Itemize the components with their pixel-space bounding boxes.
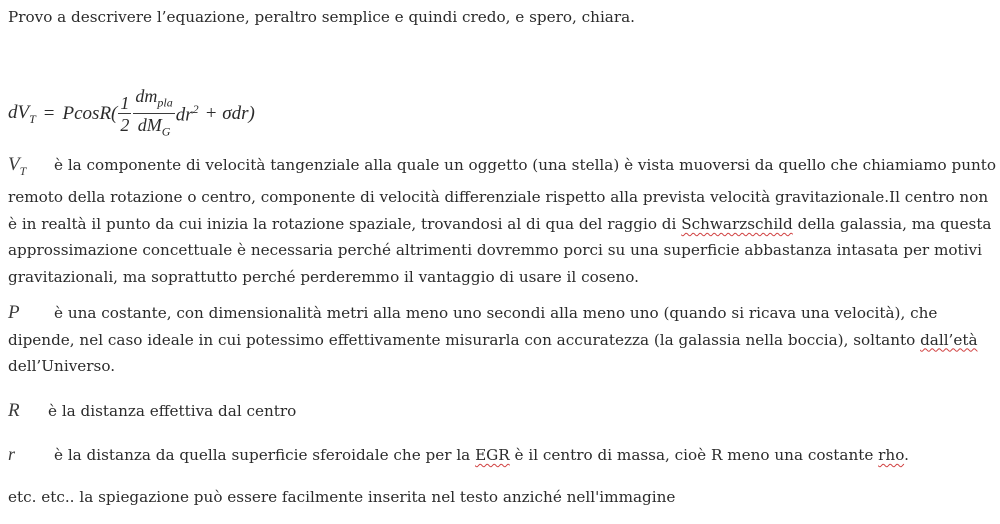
def-R-text: è la distanza effettiva dal centro (48, 402, 297, 420)
def-vt-line3b: della galassia, ma questa (797, 214, 992, 233)
symbol-r: r (8, 444, 16, 464)
closing-text: etc. etc.. la spiegazione può essere facilmente inserita nel testo anziché nell'immagine (8, 488, 676, 506)
def-p-line2a: dipende, nel caso ideale in cui potessimo effettivamente misurarla con accuratezza (la galassia nella boccia), soltanto (8, 330, 916, 349)
eq-mass-den: $dM_G$ (137, 114, 171, 139)
def-vt-line3a: è in realtà il punto da cui inizia la rotazione spaziale, trovandosi al di qua del raggio di (8, 214, 677, 233)
intro-text: Provo a descrivere l’equazione, peraltro semplice e quindi credo, e spero, chiara. (8, 8, 636, 26)
def-r-text-c: . (904, 446, 909, 464)
eq-half-num: 1 (120, 92, 130, 113)
spellcheck-word-rho[interactable]: rho (878, 446, 905, 464)
eq-mass-num: $dm_{pla}$ (135, 85, 173, 110)
def-R (8, 398, 296, 425)
def-vt-line1: è la componente di velocità tangenziale alla quale un oggetto (una stella) è vista muoversi da quello che chiamiamo punto (54, 156, 997, 174)
eq-mass-fraction (133, 86, 174, 142)
spellcheck-word-egr[interactable]: EGR (475, 446, 510, 464)
symbol-vt: $V_T$ (8, 154, 27, 178)
intro-paragraph (8, 4, 635, 31)
eq-half-fraction (118, 93, 131, 136)
def-vt (8, 152, 996, 290)
eq-tail: + σdr) (204, 103, 255, 124)
eq-dr-squared: $dr^2$ (175, 101, 199, 126)
def-r-text-a: è la distanza da quella superficie sferoidale che per la (54, 446, 471, 464)
symbol-p: P (8, 302, 20, 323)
def-p (8, 300, 996, 380)
def-p-line1: è una costante, con dimensionalità metri alla meno uno secondi alla meno uno (quando si ricava una velocità), che (54, 304, 938, 322)
spellcheck-word-schwarzschild[interactable]: Schwarzschild (681, 214, 793, 233)
def-r-text-b: è il centro di massa, cioè R meno una costante (514, 446, 874, 464)
def-vt-line4: approssimazione concettuale è necessaria perché altrimenti dovremmo porci su una superficie abbastanza intasata per motivi (8, 241, 982, 260)
eq-lhs: $dV_T$ (8, 101, 36, 126)
closing-paragraph (8, 484, 675, 511)
eq-half-den: 2 (120, 114, 130, 135)
def-p-line3: dell’Universo. (8, 357, 116, 375)
equation (8, 86, 255, 142)
document-body (8, 0, 996, 524)
spellcheck-word-eta[interactable]: dall’età (920, 330, 978, 349)
def-r (8, 441, 909, 469)
eq-equals: = (43, 103, 55, 124)
eq-pcosr: PcosR( (62, 103, 118, 124)
def-vt-line5: gravitazionali, ma soprattutto perché perderemmo il vantaggio di usare il coseno. (8, 267, 640, 286)
def-vt-line2: remoto della rotazione o centro, componente di velocità differenziale rispetto alla prevista velocità gravitazionale.Il centro non (8, 188, 989, 207)
symbol-R: R (8, 400, 20, 421)
